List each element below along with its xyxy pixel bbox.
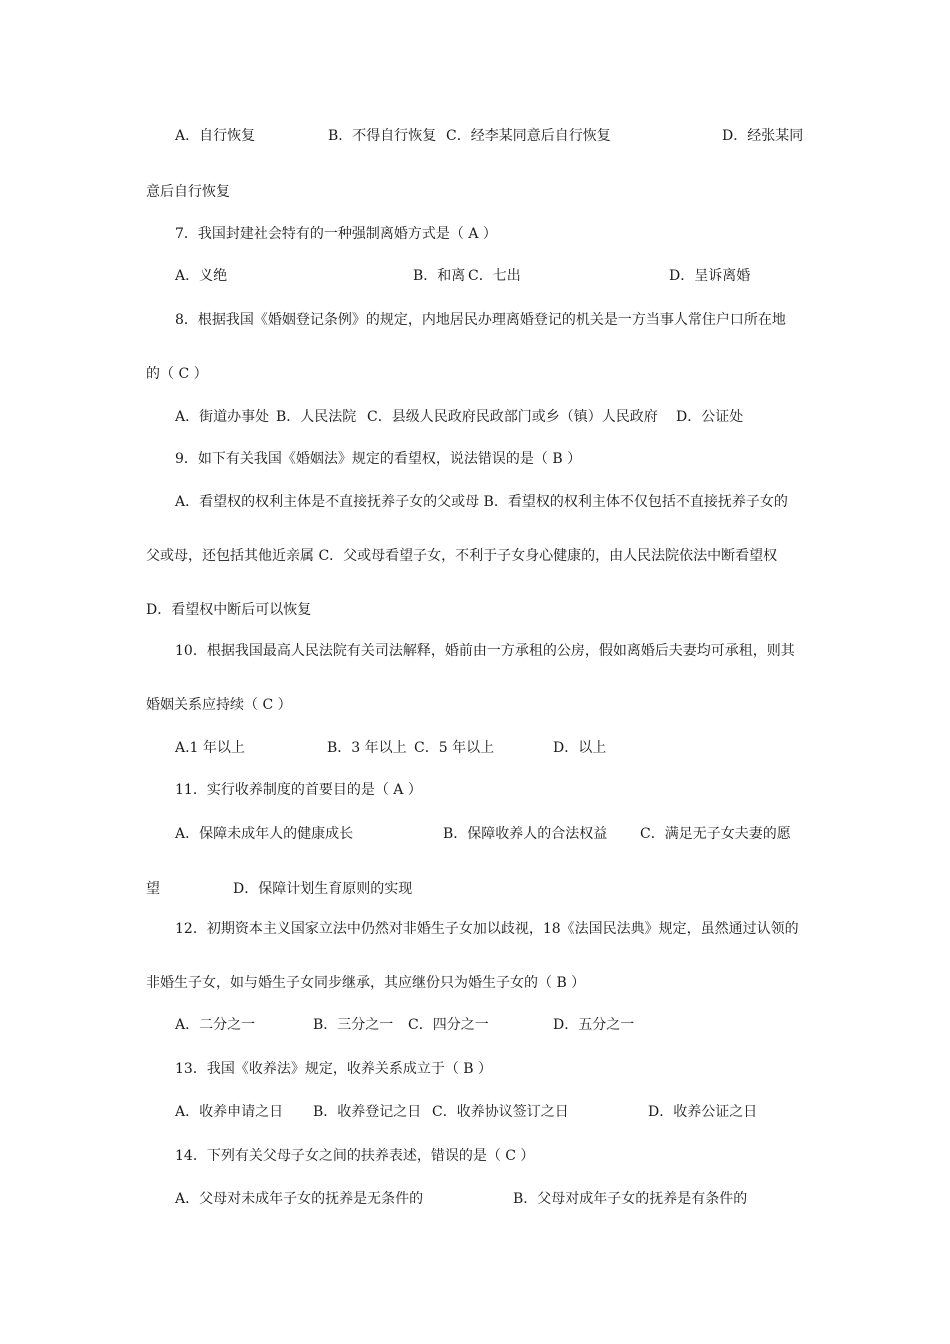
option-text: A.1 年以上 xyxy=(175,740,245,756)
line-text: 婚姻关系应持续（ C ） xyxy=(146,697,292,713)
text-line xyxy=(0,491,950,513)
option-text: C．七出 xyxy=(468,268,521,284)
option-text: B．三分之一 xyxy=(313,1017,394,1033)
text-line xyxy=(0,972,950,994)
option-text: B．不得自行恢复 xyxy=(328,128,437,144)
line-text: 14．下列有关父母子女之间的扶养表述，错误的是（ C ） xyxy=(175,1148,535,1164)
text-line xyxy=(0,823,950,845)
text-line xyxy=(0,223,950,245)
option-text: D．公证处 xyxy=(676,409,744,425)
option-text: C．县级人民政府民政部门或乡（镇）人民政府 xyxy=(367,409,658,425)
text-line xyxy=(0,309,950,331)
line-text: 12．初期资本主义国家立法中仍然对非婚生子女加以歧视，18《法国民法典》规定，虽然通过认领的 xyxy=(175,921,799,937)
line-text: 父或母，还包括其他近亲属 C．父或母看望子女，不利于子女身心健康的，由人民法院依法中断看望权 xyxy=(146,548,778,564)
option-text: A．义绝 xyxy=(175,268,228,284)
text-line xyxy=(0,737,950,759)
line-text: 的（ C ） xyxy=(146,366,208,382)
text-line xyxy=(0,448,950,470)
line-text: A．看望权的权利主体是不直接抚养子女的父或母 B．看望权的权利主体不仅包括不直接抚养子女的 xyxy=(175,494,788,510)
option-text: B．父母对成年子女的抚养是有条件的 xyxy=(513,1191,748,1207)
text-line xyxy=(0,1101,950,1123)
text-line xyxy=(0,918,950,940)
option-text: D．收养公证之日 xyxy=(648,1104,758,1120)
text-line xyxy=(0,1014,950,1036)
text-line xyxy=(0,640,950,662)
line-text: 8．根据我国《婚姻登记条例》的规定，内地居民办理离婚登记的机关是一方当事人常住户口所在地 xyxy=(175,312,786,328)
text-line xyxy=(0,406,950,428)
text-line xyxy=(0,1188,950,1210)
option-text: B．收养登记之日 xyxy=(313,1104,422,1120)
option-text: B．3 年以上 xyxy=(327,740,407,756)
text-line xyxy=(0,1145,950,1167)
option-text: A．自行恢复 xyxy=(175,128,256,144)
text-line xyxy=(0,694,950,716)
option-text: B．人民法院 xyxy=(276,409,357,425)
text-line xyxy=(0,265,950,287)
option-text: C．收养协议签订之日 xyxy=(432,1104,569,1120)
line-text: 7．我国封建社会特有的一种强制离婚方式是（ A ） xyxy=(175,226,497,242)
option-text: 望 xyxy=(146,881,160,897)
text-line xyxy=(0,545,950,567)
line-text: 11．实行收养制度的首要目的是（ A ） xyxy=(175,782,422,798)
option-text: A．父母对未成年子女的抚养是无条件的 xyxy=(175,1191,424,1207)
option-text: A．街道办事处 xyxy=(175,409,270,425)
text-line xyxy=(0,599,950,621)
text-line xyxy=(0,181,950,203)
line-text: 9．如下有关我国《婚姻法》规定的看望权，说法错误的是（ B ） xyxy=(175,451,582,467)
option-text: D．呈诉离婚 xyxy=(669,268,751,284)
option-text: D．五分之一 xyxy=(553,1017,635,1033)
option-text: D．经张某同 xyxy=(722,128,804,144)
text-line xyxy=(0,125,950,147)
option-text: B．保障收养人的合法权益 xyxy=(443,826,608,842)
option-text: A．保障未成年人的健康成长 xyxy=(175,826,354,842)
option-text: A．二分之一 xyxy=(175,1017,256,1033)
text-line xyxy=(0,779,950,801)
text-line xyxy=(0,363,950,385)
text-line xyxy=(0,878,950,900)
text-line xyxy=(0,1058,950,1080)
option-text: C．满足无子女夫妻的愿 xyxy=(640,826,791,842)
line-text: D．看望权中断后可以恢复 xyxy=(146,602,312,618)
line-text: 意后自行恢复 xyxy=(146,184,230,200)
option-text: D．保障计划生育原则的实现 xyxy=(233,881,413,897)
line-text: 10．根据我国最高人民法院有关司法解释，婚前由一方承租的公房，假如离婚后夫妻均可承租，则其 xyxy=(175,643,795,659)
line-text: 13．我国《收养法》规定，收养关系成立于（ B ） xyxy=(175,1061,493,1077)
option-text: A．收养申请之日 xyxy=(175,1104,284,1120)
option-text: C．四分之一 xyxy=(408,1017,489,1033)
option-text: B．和离 xyxy=(413,268,466,284)
option-text: C．经李某同意后自行恢复 xyxy=(446,128,611,144)
option-text: D．以上 xyxy=(553,740,607,756)
option-text: C．5 年以上 xyxy=(414,740,495,756)
line-text: 非婚生子女，如与婚生子女同步继承，其应继份只为婚生子女的（ B ） xyxy=(146,975,586,991)
